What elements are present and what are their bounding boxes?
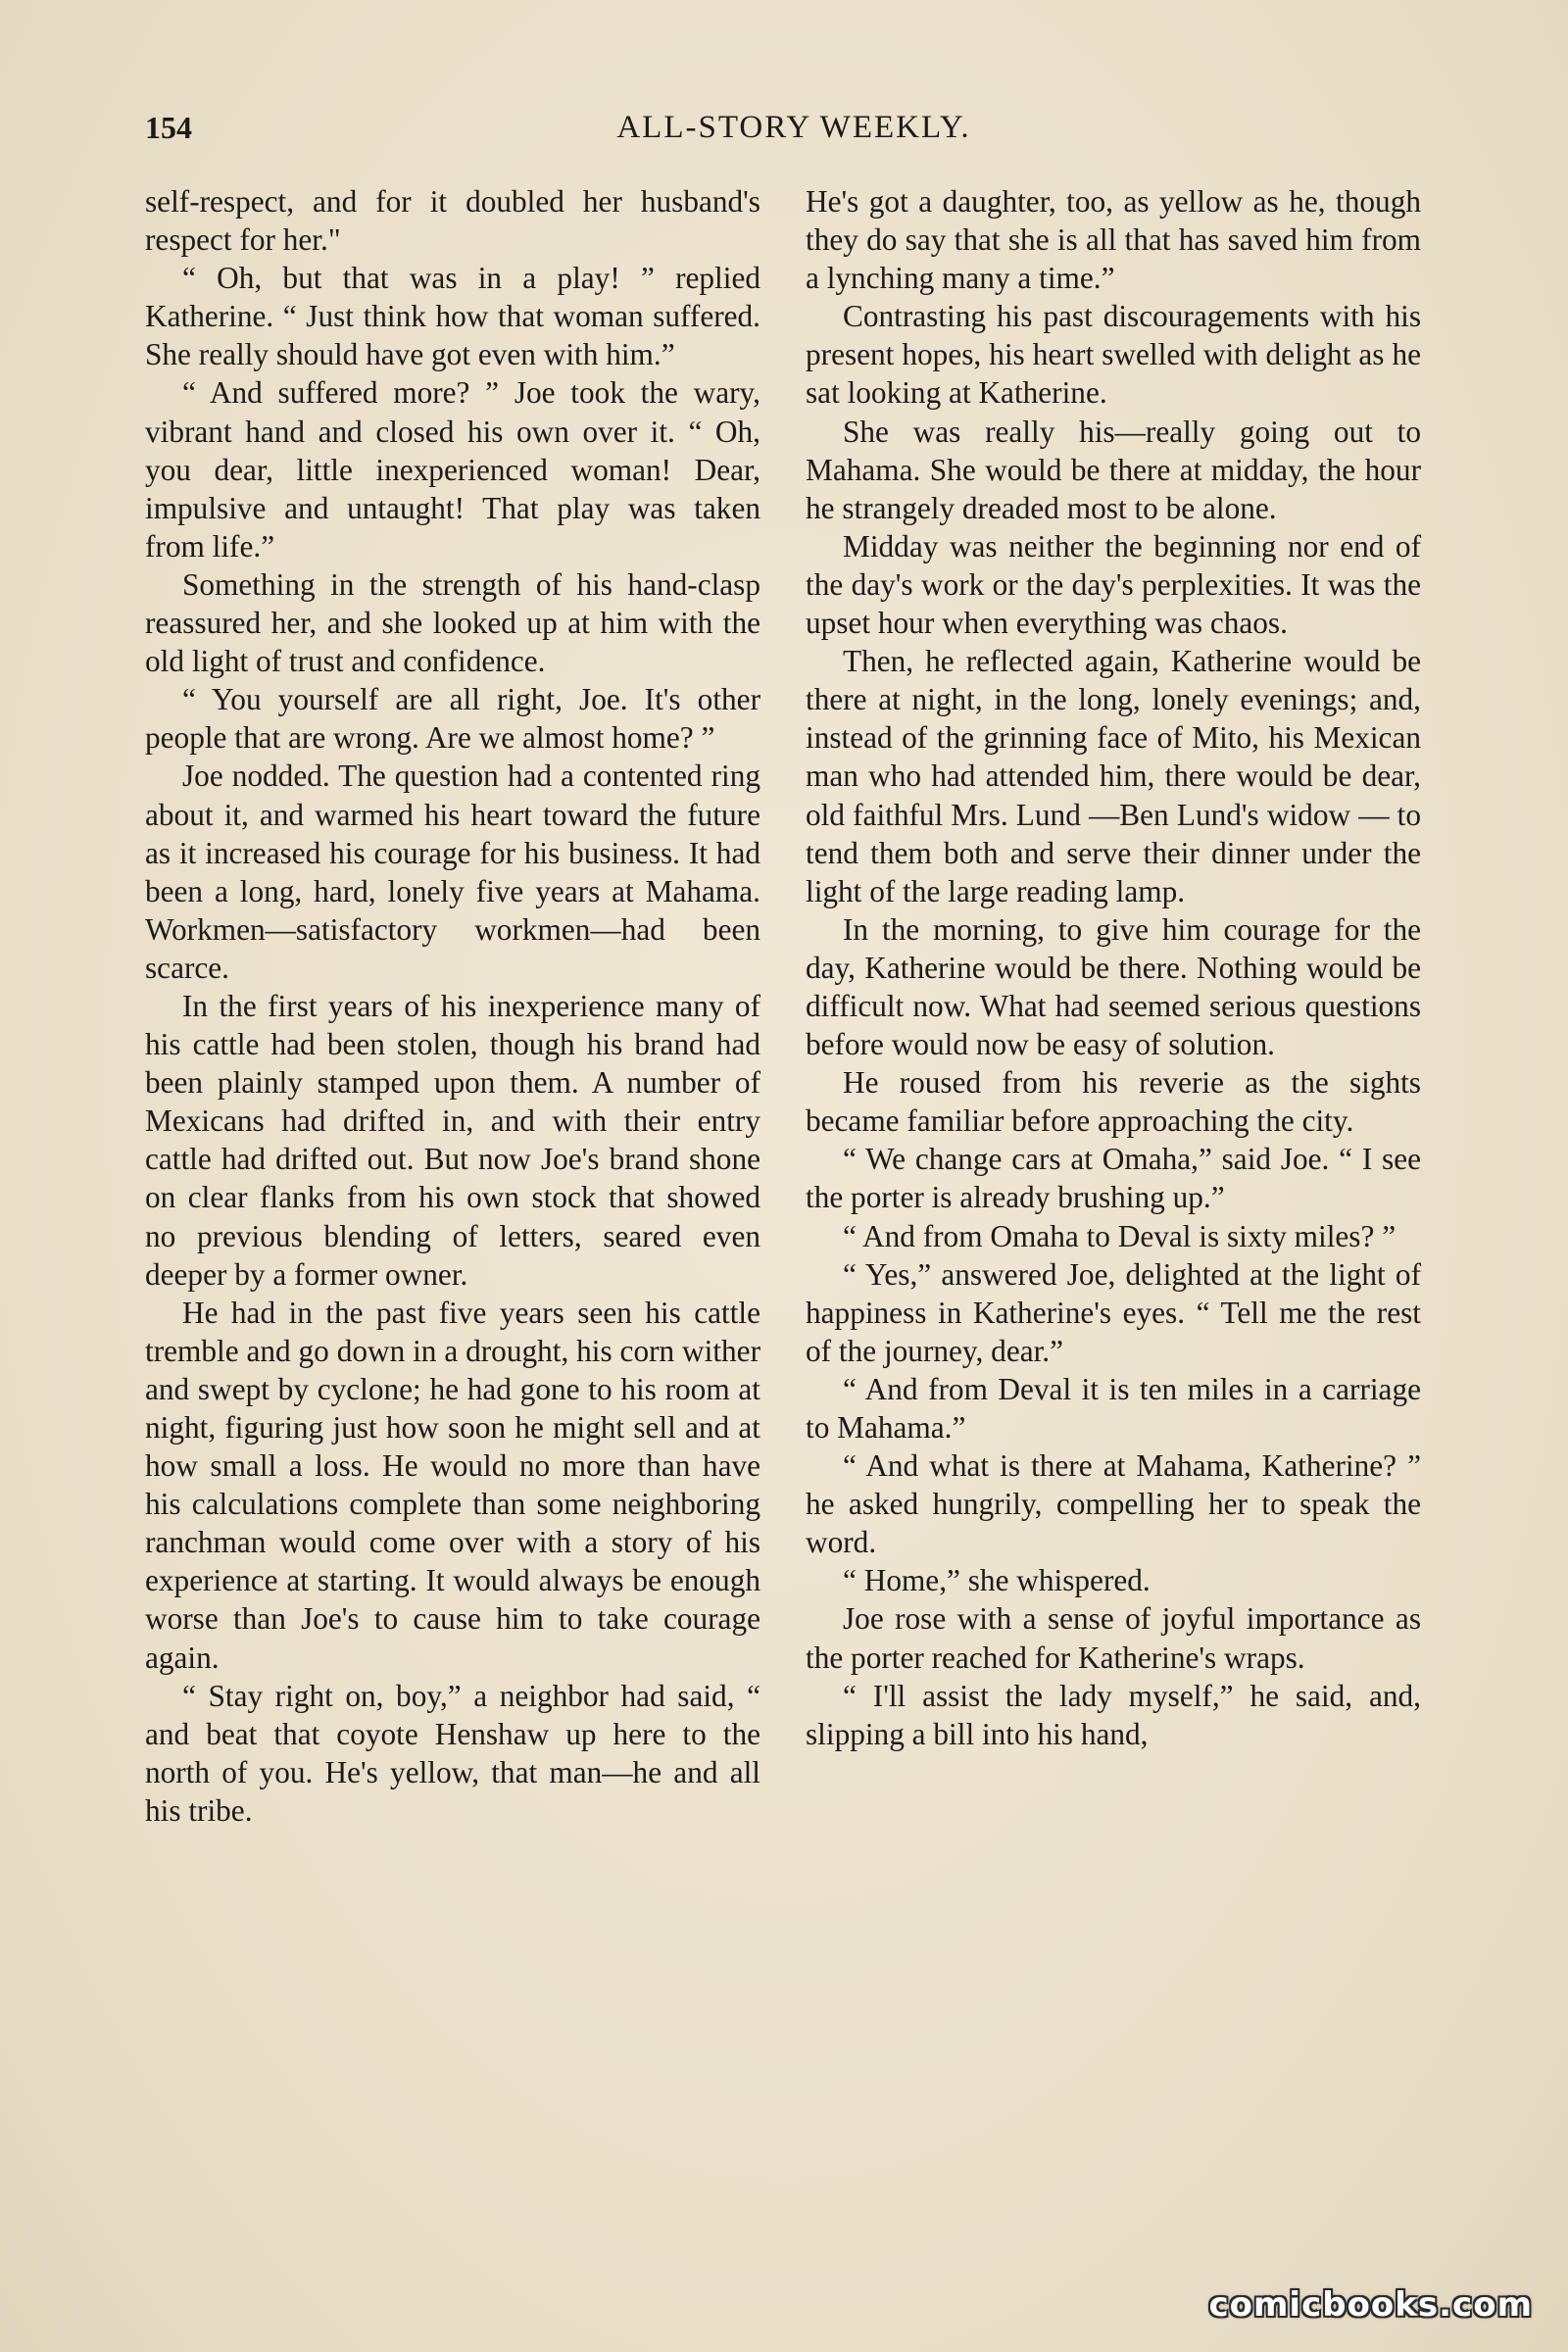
- page-header: [145, 110, 1443, 159]
- paragraph: “ And from Omaha to Deval is sixty miles? ”: [843, 1218, 1396, 1253]
- paragraph: He roused from his reverie as the sights became familiar before approaching the city.: [806, 1065, 1421, 1139]
- paragraph: “ We change cars at Omaha,” said Joe. “ I see the porter is already brushing up.”: [806, 1142, 1421, 1215]
- paragraph: Something in the strength of his hand-clasp reassured her, and she looked up at him with the old light of trust and confidence.: [145, 566, 760, 679]
- paragraph: “ And what is there at Mahama, Katherine? ” he asked hungrily, compelling her to speak the word.: [806, 1448, 1421, 1560]
- paragraph: self-respect, and for it doubled her husband's respect for her.": [145, 184, 760, 258]
- paragraph: Joe nodded. The question had a contented ring about it, and warmed his heart toward the future as it increased his courage for his business. It had been a long, hard, lonely five years at Mahama. Workmen—satisfactory workmen—had been scarce.: [145, 759, 760, 985]
- paragraph: “ Oh, but that was in a play! ” replied Katherine. “ Just think how that woman suffered. She really should have got even with him.”: [145, 261, 760, 372]
- paragraph: In the morning, to give him courage for the day, Katherine would be there. Nothing would be difficult now. What had seemed serious questions before would now be easy of solution.: [806, 911, 1421, 1062]
- paragraph: Then, he reflected again, Katherine would be there at night, in the long, lonely evenings; and, instead of the grinning face of Mito, his Mexican man who had attended him, there would be dear, old faithful Mrs. Lund —Ben Lund's widow — to tend them both and serve their dinner under the light of the large reading lamp.: [806, 644, 1421, 908]
- paragraph: “ You yourself are all right, Joe. It's other people that are wrong. Are we almost home? ”: [145, 682, 760, 756]
- running-title: ALL-STORY WEEKLY.: [616, 110, 971, 145]
- paragraph: Midday was neither the beginning nor end of the day's work or the day's perplexities. It was the upset hour when everything was chaos.: [806, 528, 1421, 641]
- paragraph: “ Home,” she whispered.: [843, 1563, 1151, 1598]
- paragraph: He's got a daughter, too, as yellow as he, though they do say that she is all that has saved him from a lynching many a time.”: [806, 184, 1421, 296]
- right-column: [806, 182, 1421, 1753]
- paragraph: She was really his—really going out to Mahama. She would be there at midday, the hour he strangely dreaded most to be alone.: [806, 414, 1421, 525]
- paragraph: Contrasting his past discouragements with his present hopes, his heart swelled with delight as he sat looking at Katherine.: [806, 299, 1421, 411]
- paragraph: He had in the past five years seen his cattle tremble and go down in a drought, his corn wither and swept by cyclone; he had gone to his room at night, figuring just how soon he might sell and at how small a loss. He would no more than have his calculations complete than some neighboring ranchman would come over with a story of his experience at starting. It would always be enough worse than Joe's to cause him to take courage again.: [145, 1295, 760, 1675]
- paragraph: In the first years of his inexperience many of his cattle had been stolen, though his brand had been plainly stamped upon them. A number of Mexicans had drifted in, and with their entry cattle had drifted out. But now Joe's brand shone on clear flanks from his own stock that showed no previous blending of letters, seared even deeper by a former owner.: [145, 988, 760, 1292]
- left-column: [145, 182, 760, 1830]
- paragraph: “ Yes,” answered Joe, delighted at the light of happiness in Katherine's eyes. “ Tell me the rest of the journey, dear.”: [806, 1256, 1421, 1368]
- paragraph: “ I'll assist the lady myself,” he said, and, slipping a bill into his hand,: [806, 1678, 1421, 1751]
- paragraph: “ Stay right on, boy,” a neighbor had said, “ and beat that coyote Henshaw up here to the north of you. He's yellow, that man—he and all his tribe.: [145, 1678, 760, 1828]
- watermark: comicbooks.com: [1208, 2285, 1533, 2325]
- paragraph: “ And suffered more? ” Joe took the wary, vibrant hand and closed his own over it. “ Oh, you dear, little inexperienced woman! Dear, impulsive and untaught! That play was taken from life.”: [145, 375, 760, 564]
- paragraph: Joe rose with a sense of joyful importance as the porter reached for Katherine's wraps.: [806, 1601, 1421, 1675]
- paragraph: “ And from Deval it is ten miles in a carriage to Mahama.”: [806, 1371, 1421, 1445]
- page-number: 154: [145, 110, 192, 145]
